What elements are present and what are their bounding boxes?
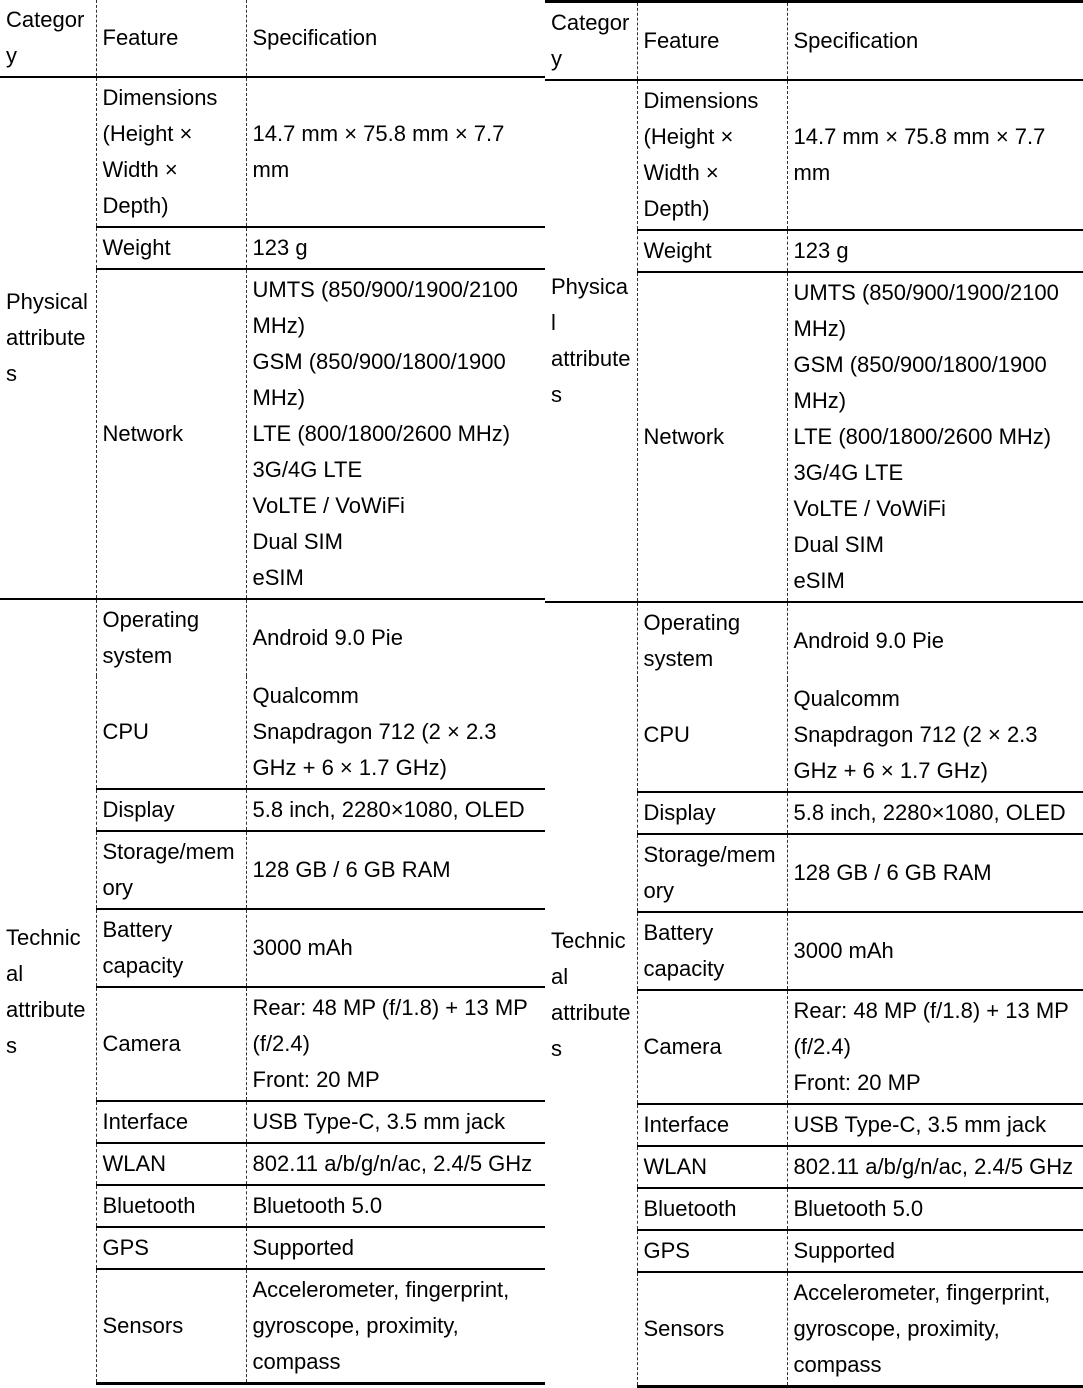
specification-value: LTE (800/1800/2600 MHz) xyxy=(252,421,511,446)
feature-cell: Bluetooth xyxy=(637,1188,787,1230)
specification-value: 128 GB / 6 GB RAM xyxy=(793,860,992,885)
specification-value: 14.7 mm × 75.8 mm × 7.7 mm xyxy=(252,121,505,182)
specification-value: 3G/4G LTE xyxy=(793,460,904,485)
table-row xyxy=(0,77,545,227)
feature-cell: Battery capacity xyxy=(637,912,787,990)
feature-cell: Display xyxy=(96,789,246,831)
feature-cell: CPU xyxy=(96,676,246,789)
specification-cell xyxy=(787,272,1083,602)
specification-cell xyxy=(246,227,545,269)
specification-value: LTE (800/1800/2600 MHz) xyxy=(793,424,1052,449)
specification-value: 5.8 inch, 2280×1080, OLED xyxy=(793,800,1066,825)
feature-cell: Battery capacity xyxy=(96,909,246,987)
specification-value: 3G/4G LTE xyxy=(252,457,363,482)
specification-value: Qualcomm xyxy=(252,683,359,708)
specification-cell xyxy=(787,990,1083,1104)
category-cell: Technical attributes xyxy=(0,599,96,1384)
category-cell: Physical attributes xyxy=(6,289,88,386)
specification-value: 5.8 inch, 2280×1080, OLED xyxy=(252,797,525,822)
specification-cell xyxy=(787,1188,1083,1230)
specification-cell xyxy=(246,269,545,599)
specification-value: Supported xyxy=(252,1235,355,1260)
feature-cell: Sensors xyxy=(96,1269,246,1384)
specification-value: 123 g xyxy=(793,238,849,263)
specification-value: 3000 mAh xyxy=(793,938,894,963)
specification-value: Accelerometer, fingerprint, gyroscope, proximity, compass xyxy=(793,1280,1051,1377)
feature-cell: Sensors xyxy=(637,1272,787,1387)
header-specification: Specification xyxy=(246,0,545,77)
specification-cell xyxy=(246,1143,545,1185)
specification-value: 802.11 a/b/g/n/ac, 2.4/5 GHz xyxy=(252,1151,533,1176)
feature-cell: Storage/memory xyxy=(96,831,246,909)
specification-value: 3000 mAh xyxy=(252,935,353,960)
specification-cell xyxy=(787,834,1083,912)
specification-cell xyxy=(787,80,1083,230)
feature-cell: Weight xyxy=(637,230,787,272)
table-header-row xyxy=(545,2,1083,81)
feature-cell: Dimensions (Height × Width × Depth) xyxy=(637,80,787,230)
specification-cell xyxy=(787,1272,1083,1387)
specification-value: GSM (850/900/1800/1900 MHz) xyxy=(793,352,1047,413)
specification-cell xyxy=(246,831,545,909)
feature-cell: Network xyxy=(637,272,787,602)
specification-value: UMTS (850/900/1900/2100 MHz) xyxy=(793,280,1059,341)
specification-cell xyxy=(246,789,545,831)
feature-cell: Storage/memory xyxy=(637,834,787,912)
specification-value: 128 GB / 6 GB RAM xyxy=(252,857,451,882)
category-cell: Technical attributes xyxy=(545,602,637,1387)
feature-cell: GPS xyxy=(96,1227,246,1269)
specification-cell xyxy=(787,230,1083,272)
specification-cell xyxy=(246,909,545,987)
feature-cell: WLAN xyxy=(637,1146,787,1188)
specification-cell xyxy=(787,912,1083,990)
specification-cell xyxy=(246,1101,545,1143)
feature-cell: WLAN xyxy=(96,1143,246,1185)
specification-value: Rear: 48 MP (f/1.8) + 13 MP (f/2.4) xyxy=(252,995,528,1056)
specification-value: Android 9.0 Pie xyxy=(252,625,403,650)
header-feature: Feature xyxy=(96,0,246,77)
specification-value: Dual SIM xyxy=(793,532,884,557)
specification-value: Qualcomm xyxy=(793,686,900,711)
specification-cell xyxy=(787,602,1083,679)
specification-value: Snapdragon 712 (2 × 2.3 GHz + 6 × 1.7 GHz) xyxy=(252,719,497,780)
specification-value: eSIM xyxy=(793,568,845,593)
specification-value: VoLTE / VoWiFi xyxy=(793,496,946,521)
specification-cell xyxy=(246,1185,545,1227)
specification-cell xyxy=(246,1269,545,1384)
specification-cell xyxy=(787,1230,1083,1272)
feature-cell: Operating system xyxy=(96,599,246,676)
specification-value: USB Type-C, 3.5 mm jack xyxy=(252,1109,506,1134)
table-row xyxy=(545,80,1083,230)
specification-cell xyxy=(246,1227,545,1269)
specification-value: Snapdragon 712 (2 × 2.3 GHz + 6 × 1.7 GHz) xyxy=(793,722,1038,783)
header-category: Category xyxy=(545,2,637,81)
specification-cell xyxy=(787,1104,1083,1146)
specification-value: Dual SIM xyxy=(252,529,343,554)
specification-value: 14.7 mm × 75.8 mm × 7.7 mm xyxy=(793,124,1046,185)
specification-value: GSM (850/900/1800/1900 MHz) xyxy=(252,349,506,410)
spec-table-panel-right xyxy=(545,0,1083,1388)
specification-value: Rear: 48 MP (f/1.8) + 13 MP (f/2.4) xyxy=(793,998,1069,1059)
feature-cell: Bluetooth xyxy=(96,1185,246,1227)
specification-value: UMTS (850/900/1900/2100 MHz) xyxy=(252,277,518,338)
table-row xyxy=(545,602,1083,679)
specification-cell xyxy=(246,77,545,227)
specification-value: Accelerometer, fingerprint, gyroscope, proximity, compass xyxy=(252,1277,510,1374)
specification-cell xyxy=(246,599,545,676)
specification-cell xyxy=(787,1146,1083,1188)
specification-value: Front: 20 MP xyxy=(252,1067,380,1092)
specification-cell xyxy=(246,676,545,789)
specification-cell xyxy=(787,792,1083,834)
feature-cell: GPS xyxy=(637,1230,787,1272)
feature-cell: Camera xyxy=(96,987,246,1101)
specification-value: Front: 20 MP xyxy=(793,1070,921,1095)
feature-cell: Weight xyxy=(96,227,246,269)
header-specification: Specification xyxy=(787,2,1083,81)
specification-cell xyxy=(246,987,545,1101)
specification-value: VoLTE / VoWiFi xyxy=(252,493,405,518)
feature-cell: CPU xyxy=(637,679,787,792)
feature-cell: Operating system xyxy=(637,602,787,679)
specification-value: 123 g xyxy=(252,235,308,260)
feature-cell: Dimensions (Height × Width × Depth) xyxy=(96,77,246,227)
header-feature: Feature xyxy=(637,2,787,81)
table-header-row xyxy=(0,0,545,77)
feature-cell: Network xyxy=(96,269,246,599)
specification-value: Bluetooth 5.0 xyxy=(793,1196,924,1221)
specification-table xyxy=(545,0,1083,1388)
feature-cell: Interface xyxy=(637,1104,787,1146)
feature-cell: Display xyxy=(637,792,787,834)
specification-value: Supported xyxy=(793,1238,896,1263)
specification-value: 802.11 a/b/g/n/ac, 2.4/5 GHz xyxy=(793,1154,1074,1179)
feature-cell: Camera xyxy=(637,990,787,1104)
feature-cell: Interface xyxy=(96,1101,246,1143)
table-row xyxy=(0,599,545,676)
specification-value: Android 9.0 Pie xyxy=(793,628,944,653)
specification-cell xyxy=(787,679,1083,792)
category-cell: Physical attributes xyxy=(551,274,631,407)
specification-value: eSIM xyxy=(252,565,304,590)
header-category: Category xyxy=(0,0,96,77)
specification-value: USB Type-C, 3.5 mm jack xyxy=(793,1112,1047,1137)
specification-value: Bluetooth 5.0 xyxy=(252,1193,383,1218)
